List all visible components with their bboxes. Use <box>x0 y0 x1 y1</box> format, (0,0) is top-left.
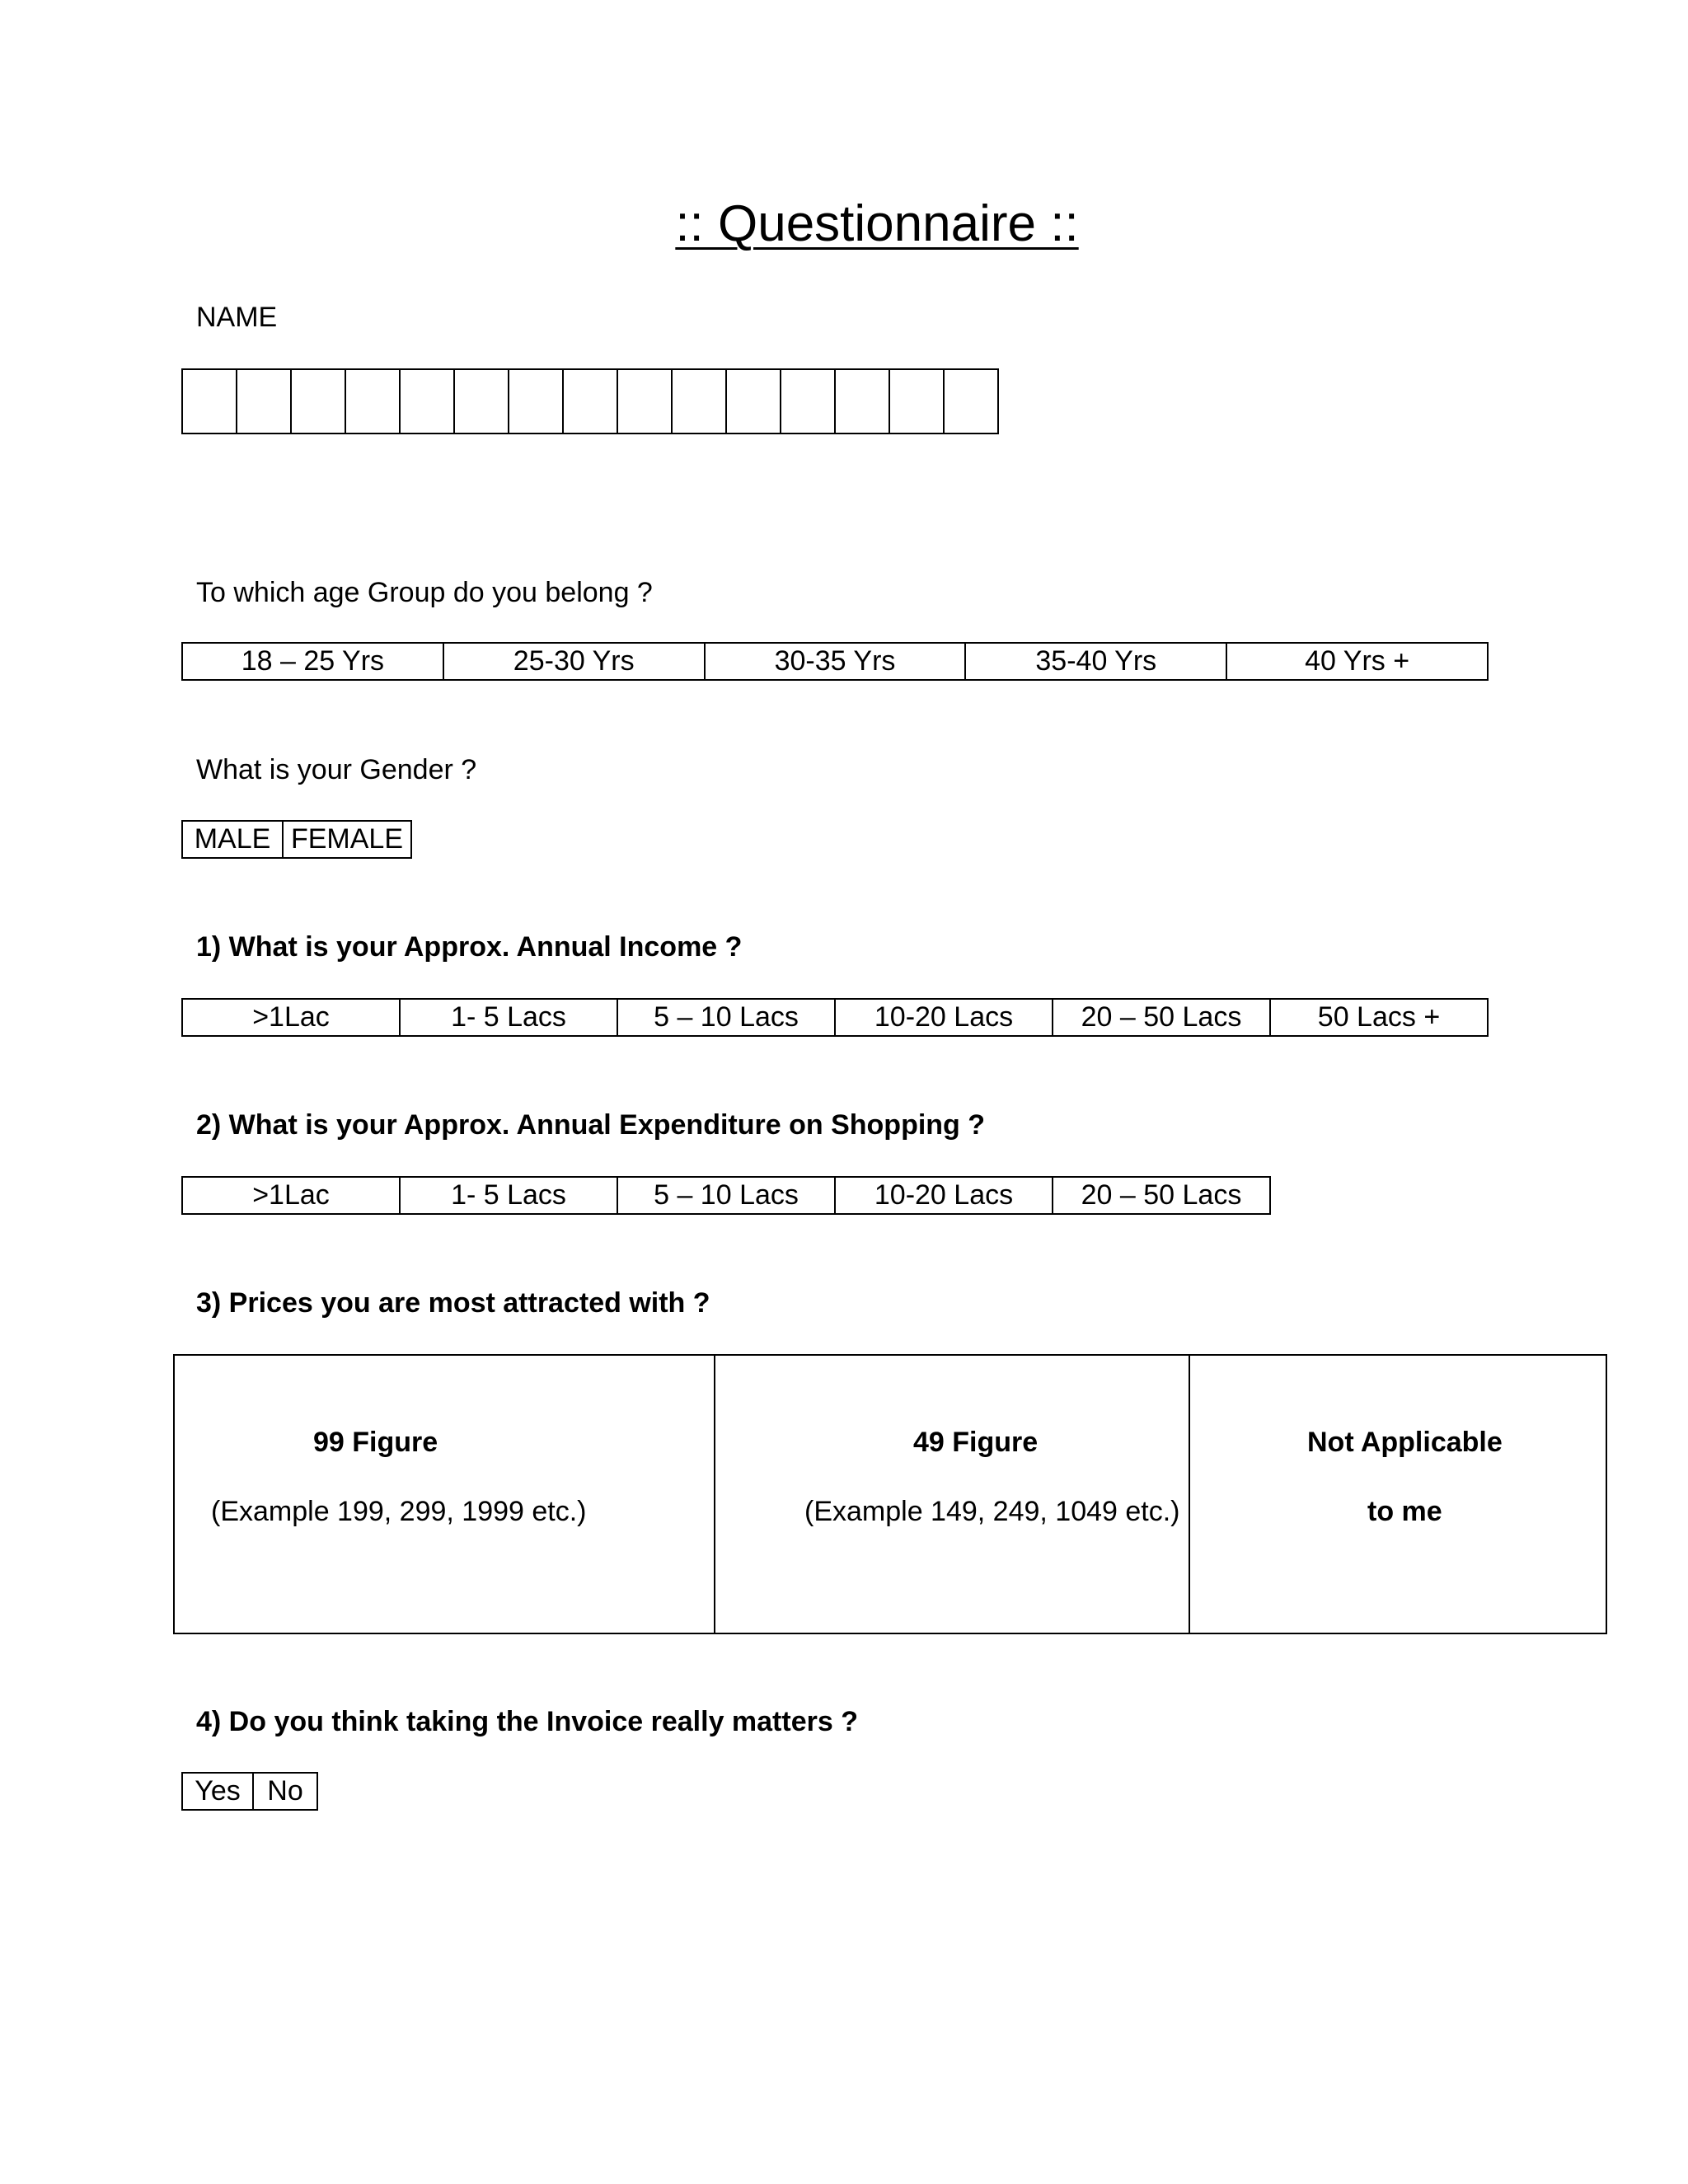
name-char-box[interactable] <box>454 369 509 434</box>
price-option-not-applicable[interactable] <box>1189 1355 1606 1633</box>
expenditure-options <box>181 1176 1271 1215</box>
name-char-box[interactable] <box>617 369 672 434</box>
price-options <box>173 1354 1607 1634</box>
income-option[interactable]: 10-20 Lacs <box>835 999 1053 1036</box>
age-option[interactable]: 18 – 25 Yrs <box>182 643 443 680</box>
income-options <box>181 998 1489 1037</box>
gender-option-female[interactable]: FEMALE <box>283 821 411 858</box>
expenditure-option[interactable]: 1- 5 Lacs <box>400 1177 617 1214</box>
income-option[interactable]: >1Lac <box>182 999 400 1036</box>
price-option-title: 99 Figure <box>313 1427 438 1458</box>
price-option-49[interactable] <box>715 1355 1189 1633</box>
gender-option-male[interactable]: MALE <box>182 821 283 858</box>
price-option-subtitle: to me <box>1367 1496 1442 1527</box>
name-label: NAME <box>196 302 278 333</box>
invoice-option-no[interactable]: No <box>253 1773 317 1810</box>
age-question: To which age Group do you belong ? <box>196 577 653 608</box>
age-option[interactable]: 40 Yrs + <box>1226 643 1488 680</box>
income-question: 1) What is your Approx. Annual Income ? <box>196 931 743 963</box>
name-char-box[interactable] <box>237 369 291 434</box>
age-option[interactable]: 35-40 Yrs <box>965 643 1226 680</box>
expenditure-option[interactable]: 10-20 Lacs <box>835 1177 1053 1214</box>
name-char-box[interactable] <box>182 369 237 434</box>
expenditure-question: 2) What is your Approx. Annual Expenditure on Shopping ? <box>196 1109 986 1141</box>
name-char-box[interactable] <box>835 369 889 434</box>
price-option-99[interactable] <box>174 1355 715 1633</box>
income-option[interactable]: 50 Lacs + <box>1270 999 1488 1036</box>
page-title: :: Questionnaire :: <box>675 195 1079 252</box>
income-option[interactable]: 1- 5 Lacs <box>400 999 617 1036</box>
name-char-box[interactable] <box>889 369 944 434</box>
name-entry-boxes <box>181 368 999 434</box>
income-option[interactable]: 5 – 10 Lacs <box>617 999 835 1036</box>
name-char-box[interactable] <box>509 369 563 434</box>
age-option[interactable]: 25-30 Yrs <box>443 643 705 680</box>
expenditure-option[interactable]: 5 – 10 Lacs <box>617 1177 835 1214</box>
gender-options <box>181 820 412 859</box>
prices-question: 3) Prices you are most attracted with ? <box>196 1287 710 1319</box>
name-char-box[interactable] <box>400 369 454 434</box>
price-option-example: (Example 149, 249, 1049 etc.) <box>804 1496 1180 1527</box>
name-char-box[interactable] <box>944 369 998 434</box>
invoice-options <box>181 1772 318 1811</box>
name-char-box[interactable] <box>345 369 400 434</box>
name-char-box[interactable] <box>291 369 345 434</box>
age-options <box>181 642 1489 681</box>
invoice-option-yes[interactable]: Yes <box>182 1773 253 1810</box>
name-char-box[interactable] <box>781 369 835 434</box>
price-option-example: (Example 199, 299, 1999 etc.) <box>211 1496 587 1527</box>
invoice-question: 4) Do you think taking the Invoice really matters ? <box>196 1706 858 1737</box>
expenditure-option[interactable]: >1Lac <box>182 1177 400 1214</box>
age-option[interactable]: 30-35 Yrs <box>705 643 966 680</box>
name-char-box[interactable] <box>672 369 726 434</box>
price-option-title: Not Applicable <box>1307 1427 1503 1458</box>
name-char-box[interactable] <box>563 369 617 434</box>
name-char-box[interactable] <box>726 369 781 434</box>
income-option[interactable]: 20 – 50 Lacs <box>1053 999 1270 1036</box>
expenditure-option[interactable]: 20 – 50 Lacs <box>1053 1177 1270 1214</box>
price-option-title: 49 Figure <box>913 1427 1039 1458</box>
gender-question: What is your Gender ? <box>196 754 477 785</box>
